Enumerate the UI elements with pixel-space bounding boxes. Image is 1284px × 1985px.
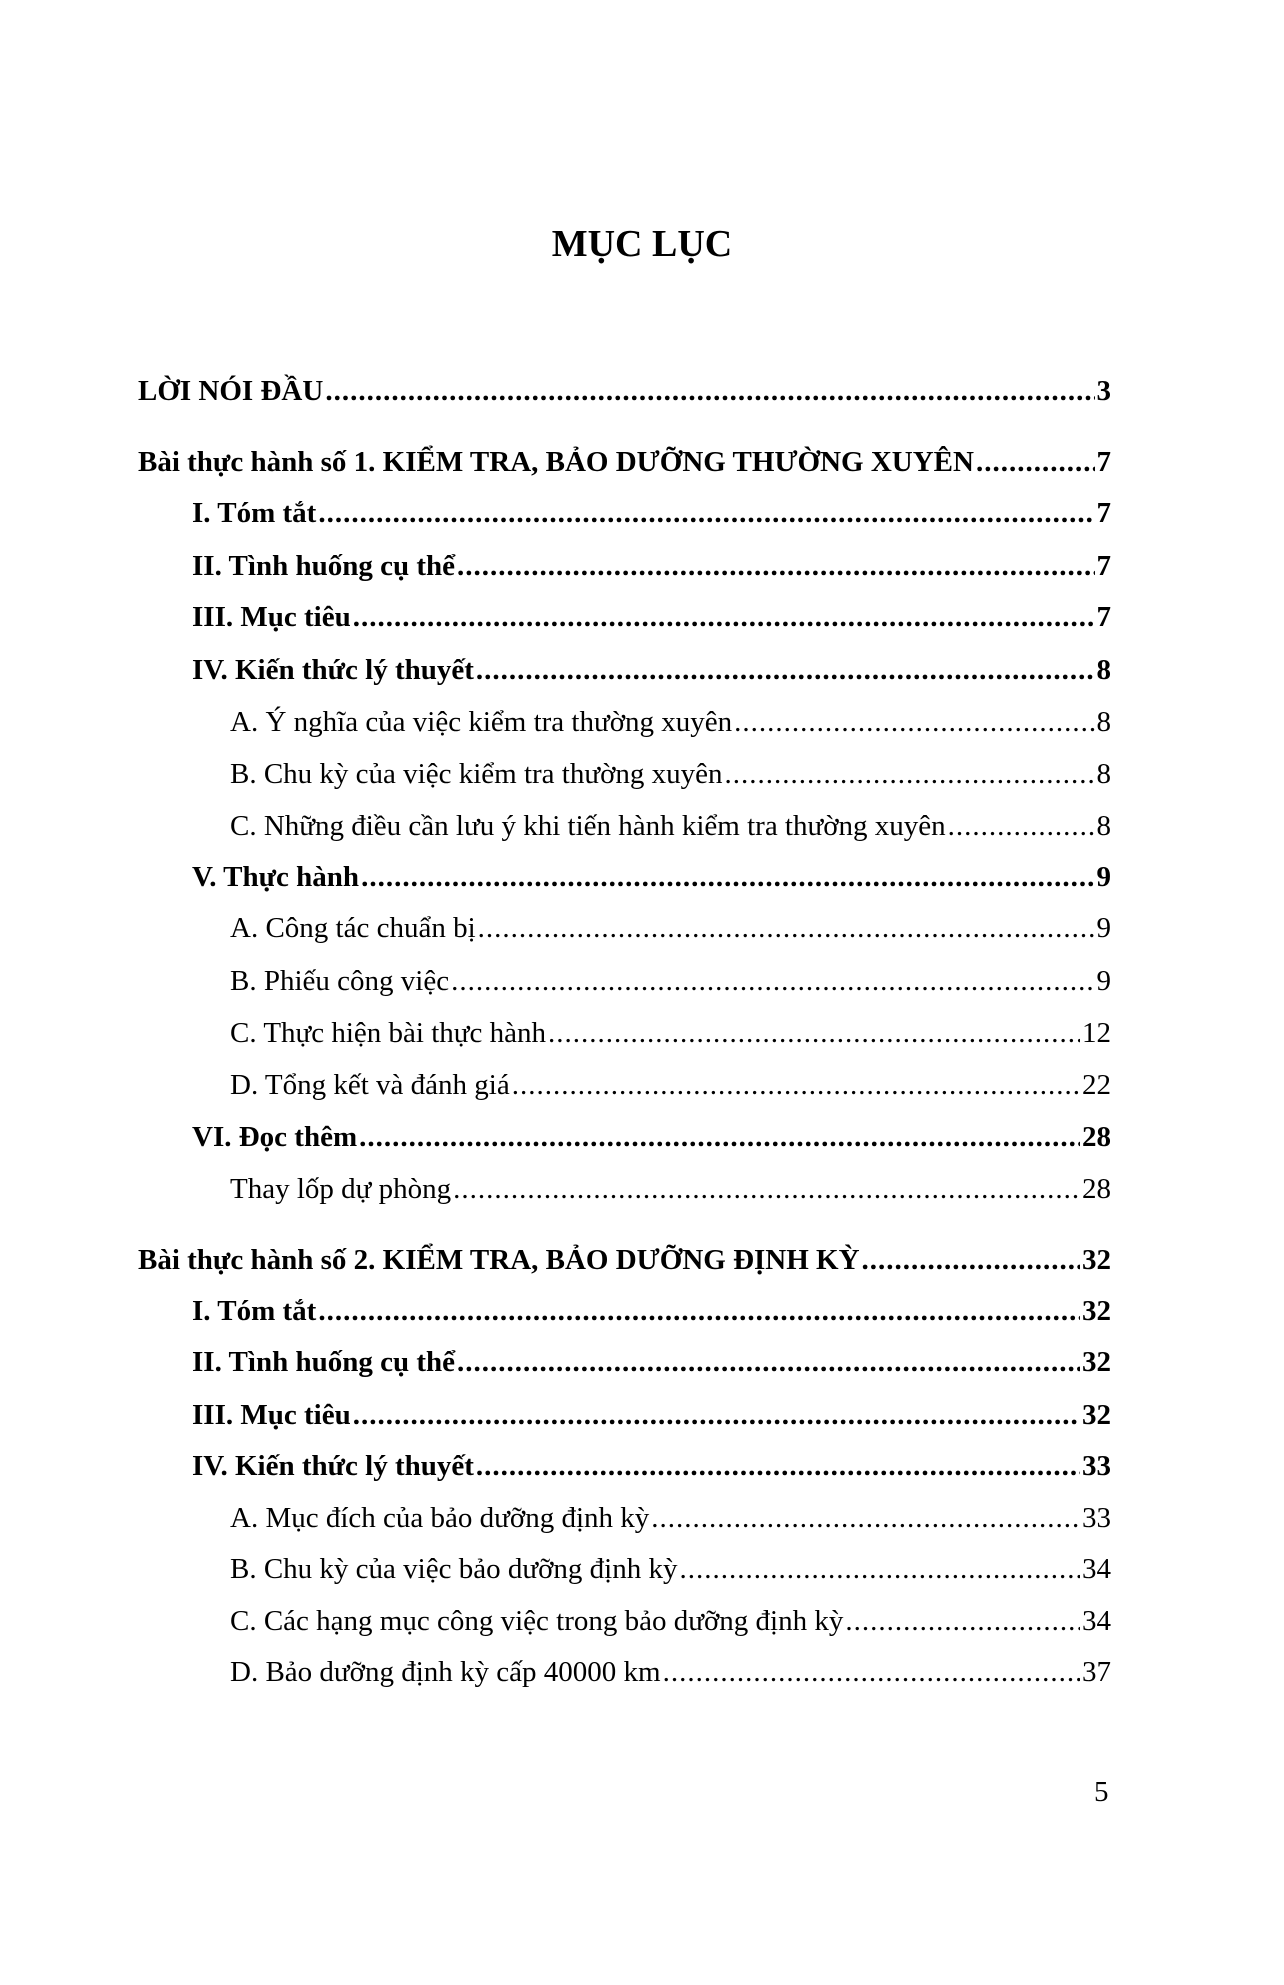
- toc-entry-label: III. Mục tiêu: [192, 1399, 351, 1431]
- toc-entry-page: 32: [1082, 1346, 1111, 1378]
- dot-leader: [457, 1346, 1080, 1379]
- dot-leader: [453, 1173, 1080, 1206]
- toc-entry[interactable]: [192, 1346, 1111, 1382]
- toc-entry-label: A. Mục đích của bảo dưỡng định kỳ: [230, 1502, 650, 1534]
- dot-leader: [651, 1502, 1080, 1535]
- dot-leader: [512, 1069, 1080, 1102]
- toc-entry-page: 32: [1082, 1244, 1111, 1276]
- toc-entry-page: 33: [1082, 1502, 1111, 1534]
- toc-entry[interactable]: [230, 1605, 1111, 1641]
- toc-entry[interactable]: [192, 1450, 1111, 1486]
- dot-leader: [548, 1017, 1080, 1050]
- toc-entry-page: 22: [1082, 1069, 1111, 1101]
- dot-leader: [679, 1553, 1080, 1586]
- toc-entry-page: 9: [1096, 861, 1111, 893]
- toc-entry-label: IV. Kiến thức lý thuyết: [192, 654, 474, 686]
- dot-leader: [948, 810, 1095, 843]
- toc-entry-page: 32: [1082, 1399, 1111, 1431]
- toc-entry-page: 28: [1082, 1121, 1111, 1153]
- toc-entry-label: V. Thực hành: [192, 861, 360, 893]
- toc-entry-label: B. Chu kỳ của việc bảo dưỡng định kỳ: [230, 1553, 678, 1585]
- toc-entry[interactable]: [230, 810, 1111, 846]
- dot-leader: [318, 497, 1094, 530]
- toc-entry[interactable]: [192, 1399, 1111, 1435]
- dot-leader: [663, 1656, 1080, 1689]
- toc-entry[interactable]: [192, 1121, 1111, 1157]
- toc-entry-label: II. Tình huống cụ thể: [192, 550, 455, 582]
- toc-entry[interactable]: [230, 912, 1111, 948]
- toc-entry-page: 33: [1082, 1450, 1111, 1482]
- toc-entry-page: 8: [1096, 758, 1111, 790]
- toc-entry[interactable]: [192, 497, 1111, 533]
- dot-leader: [725, 758, 1095, 791]
- toc-entry-label: III. Mục tiêu: [192, 601, 351, 633]
- toc-entry-label: IV. Kiến thức lý thuyết: [192, 1450, 474, 1482]
- toc-entry[interactable]: [138, 375, 1111, 411]
- toc-entry-page: 37: [1082, 1656, 1111, 1688]
- toc-entry-page: 3: [1096, 375, 1111, 407]
- dot-leader: [353, 1399, 1080, 1432]
- toc-entry-label: C. Những điều cần lưu ý khi tiến hành kiểm tra thường xuyên: [230, 810, 946, 842]
- dot-leader: [476, 654, 1095, 687]
- toc-entry-page: 9: [1096, 965, 1111, 997]
- toc-entry-label: D. Bảo dưỡng định kỳ cấp 40000 km: [230, 1656, 661, 1688]
- toc-entry-label: Bài thực hành số 1. KIỂM TRA, BẢO DƯỠNG THƯỜNG XUYÊN: [138, 446, 974, 478]
- toc-entry-page: 8: [1096, 706, 1111, 738]
- toc-entry[interactable]: [230, 1502, 1111, 1538]
- toc-entry-page: 8: [1096, 654, 1111, 686]
- toc-entry[interactable]: [230, 965, 1111, 1001]
- dot-leader: [478, 912, 1095, 945]
- dot-leader: [862, 1244, 1080, 1277]
- toc-entry-page: 7: [1096, 550, 1111, 582]
- dot-leader: [476, 1450, 1080, 1483]
- toc-entry-label: LỜI NÓI ĐẦU: [138, 375, 324, 407]
- toc-entry[interactable]: [192, 861, 1111, 897]
- toc-entry-page: 7: [1096, 601, 1111, 633]
- toc-entry[interactable]: [230, 1069, 1111, 1105]
- toc-entry[interactable]: [230, 1173, 1111, 1209]
- toc-entry[interactable]: [192, 654, 1111, 690]
- dot-leader: [457, 550, 1095, 583]
- dot-leader: [451, 965, 1094, 998]
- dot-leader: [361, 861, 1094, 894]
- toc-entry-label: C. Thực hiện bài thực hành: [230, 1017, 546, 1049]
- toc-entry[interactable]: [230, 706, 1111, 742]
- toc-entry-label: B. Phiếu công việc: [230, 965, 450, 997]
- toc-entry-label: C. Các hạng mục công việc trong bảo dưỡng định kỳ: [230, 1605, 844, 1637]
- toc-entry-label: A. Công tác chuẩn bị: [230, 912, 476, 944]
- toc-entry-page: 9: [1096, 912, 1111, 944]
- toc-entry[interactable]: [192, 1295, 1111, 1331]
- toc-entry[interactable]: [230, 1017, 1111, 1053]
- toc-entry-page: 8: [1096, 810, 1111, 842]
- toc-entry-page: 7: [1096, 446, 1111, 478]
- toc-entry-page: 34: [1082, 1605, 1111, 1637]
- dot-leader: [359, 1121, 1080, 1154]
- dot-leader: [845, 1605, 1080, 1638]
- toc-entry[interactable]: [230, 1553, 1111, 1589]
- dot-leader: [734, 706, 1094, 739]
- toc-entry[interactable]: [230, 758, 1111, 794]
- toc-entry-label: Thay lốp dự phòng: [230, 1173, 452, 1205]
- toc-entry-label: B. Chu kỳ của việc kiểm tra thường xuyên: [230, 758, 723, 790]
- toc-entry[interactable]: [192, 550, 1111, 586]
- toc-entry[interactable]: [192, 601, 1111, 637]
- dot-leader: [318, 1295, 1080, 1328]
- toc-entry-page: 28: [1082, 1173, 1111, 1205]
- dot-leader: [325, 375, 1094, 408]
- toc-entry-label: D. Tổng kết và đánh giá: [230, 1069, 510, 1101]
- toc-entry-label: I. Tóm tắt: [192, 1295, 317, 1327]
- toc-entry[interactable]: [138, 1244, 1111, 1280]
- toc-entry-label: VI. Đọc thêm: [192, 1121, 358, 1153]
- toc-entry-label: A. Ý nghĩa của việc kiểm tra thường xuyên: [230, 706, 733, 738]
- toc-entry-page: 7: [1096, 497, 1111, 529]
- dot-leader: [976, 446, 1095, 479]
- toc-entry-page: 12: [1082, 1017, 1111, 1049]
- dot-leader: [353, 601, 1095, 634]
- toc-entry-page: 32: [1082, 1295, 1111, 1327]
- toc-entry[interactable]: [138, 446, 1111, 482]
- page-number: 5: [1094, 1776, 1109, 1808]
- toc-entry-label: I. Tóm tắt: [192, 497, 317, 529]
- page-title: MỤC LỤC: [551, 223, 733, 265]
- toc-entry-page: 34: [1082, 1553, 1111, 1585]
- toc-entry-label: Bài thực hành số 2. KIỂM TRA, BẢO DƯỠNG ĐỊNH KỲ: [138, 1244, 860, 1276]
- toc-entry-label: II. Tình huống cụ thể: [192, 1346, 455, 1378]
- toc-entry[interactable]: [230, 1656, 1111, 1692]
